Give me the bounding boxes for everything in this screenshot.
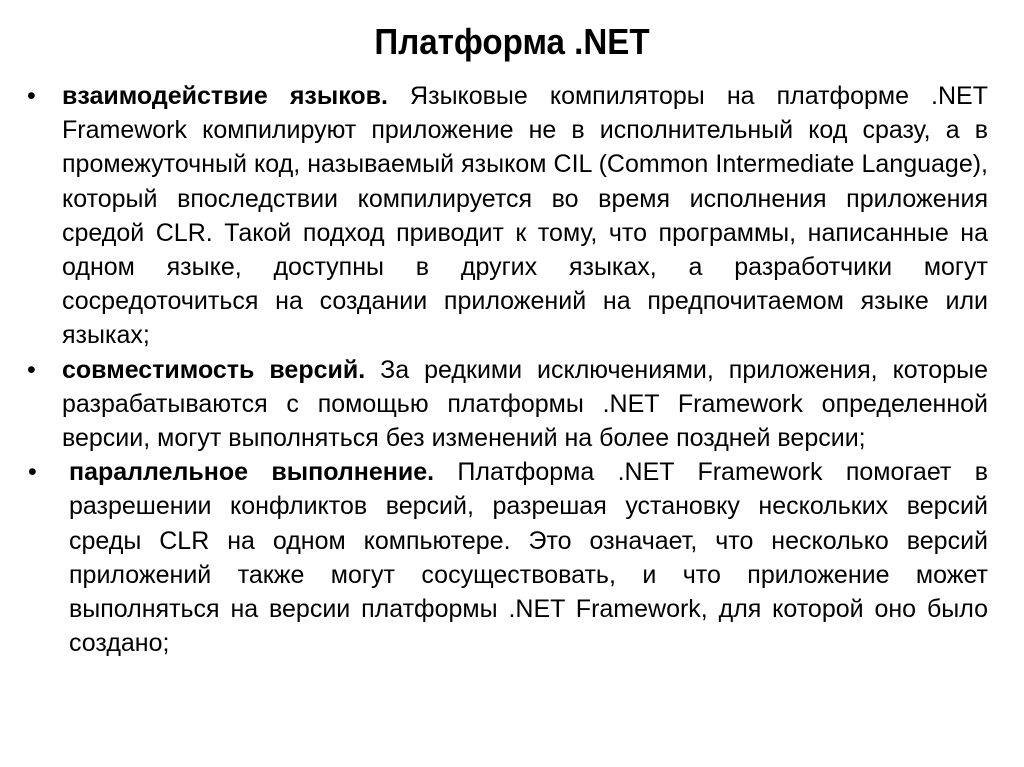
bullet-text: Языковые компиляторы на платформе .NET Framework компилируют приложение не в исполнительный код сразу, а в промежуточный код, называемый языком CIL (Common Intermediate Language), который впоследствии компилируется во время исполнения приложения средой CLR. Такой подход приводит к тому, что программы, написанные на одном языке, доступны в других языках, а разработчики могут сосредоточиться на создании приложений на предпочитаемом языке или языках; [62, 82, 988, 350]
bullet-list [0, 79, 1024, 660]
bullet-icon: • [27, 82, 36, 110]
bullet-term: совместимость версий. [62, 355, 366, 384]
bullet-item-side-by-side-execution [28, 455, 988, 660]
bullet-text: За редкими исключениями, приложения, которые разрабатываются с помощью платформы .NET Framework определенной версии, могут выполняться без изменений на более поздней версии; [62, 355, 988, 453]
bullet-term: взаимодействие языков. [62, 82, 388, 110]
bullet-icon: • [27, 355, 36, 384]
bullet-term: параллельное выполнение. [69, 458, 435, 487]
slide-title: Платформа .NET [374, 21, 650, 62]
bullet-text: Платформа .NET Framework помогает в разрешении конфликтов версий, разрешая установку нескольких версий среды CLR на одном компьютере. Это означает, что несколько версий приложений также могут сосуществовать, и что приложение может выполняться на версии платформы .NET Framework, для которой оно было создано; [69, 458, 988, 658]
bullet-item-language-interop [27, 79, 988, 353]
bullet-item-version-compatibility [27, 353, 988, 456]
bullet-icon: • [28, 458, 37, 487]
